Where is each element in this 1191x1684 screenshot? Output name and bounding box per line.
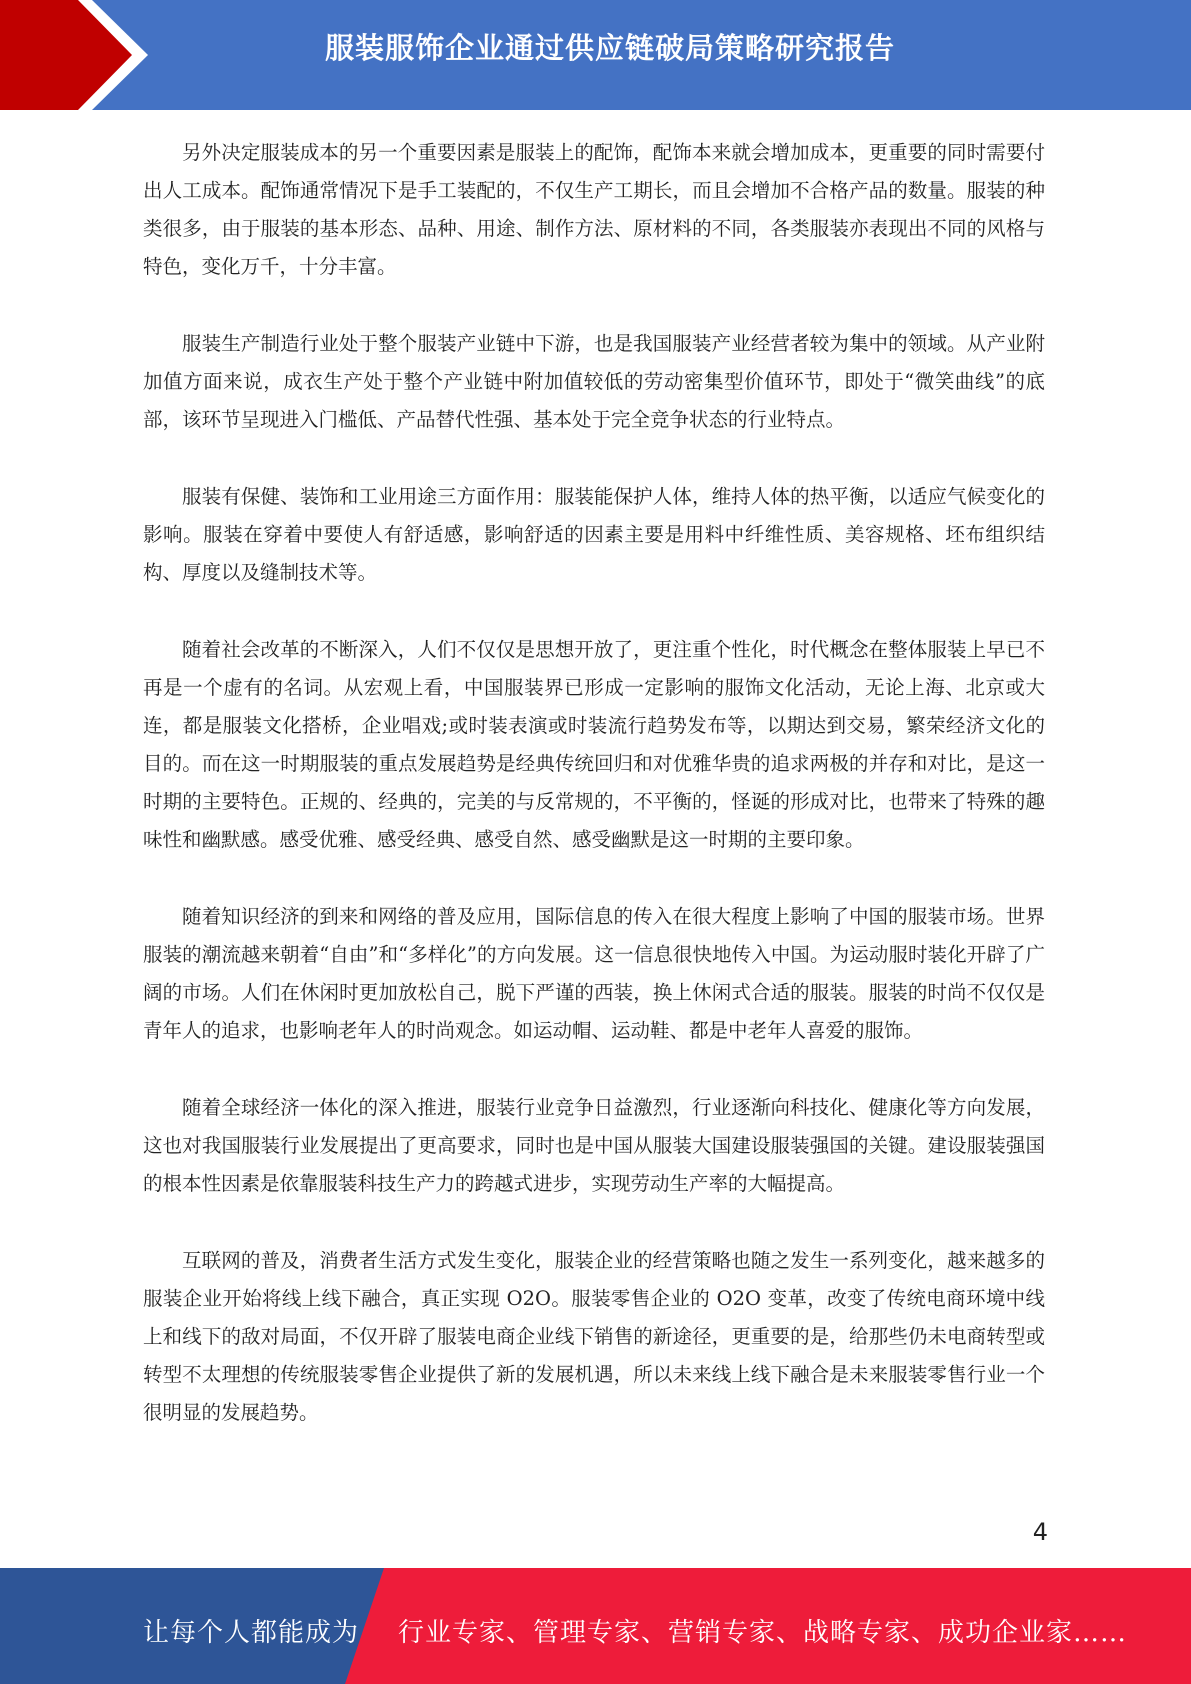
paragraph: 随着全球经济一体化的深入推进，服装行业竞争日益激烈，行业逐渐向科技化、健康化等方向发展，这也对我国服装行业发展提出了更高要求，同时也是中国从服装大国建设服装强国的关键。建设服装强国的根本性因素是依靠服装科技生产力的跨越式进步，实现劳动生产率的大幅提高。 [143,1096,1045,1195]
paragraph: 随着社会改革的不断深入，人们不仅仅是思想开放了，更注重个性化，时代概念在整体服装上早已不再是一个虚有的名词。从宏观上看，中国服装界已形成一定影响的服饰文化活动，无论上海、北京或大连，都是服装文化搭桥，企业唱戏;或时装表演或时装流行趋势发布等，以期达到交易，繁荣经济文化的目的。而在这一时期服装的重点发展趋势是经典传统回归和对优雅华贵的追求两极的并存和对比，是这一时期的主要特色。正规的、经典的，完美的与反常规的，不平衡的，怪诞的形成对比，也带来了特殊的趣味性和幽默感。感受优雅、感受经典、感受自然、感受幽默是这一时期的主要印象。 [143,638,1045,851]
page-footer [0,1568,1191,1684]
paragraph: 另外决定服装成本的另一个重要因素是服装上的配饰，配饰本来就会增加成本，更重要的同时需要付出人工成本。配饰通常情况下是手工装配的，不仅生产工期长，而且会增加不合格产品的数量。服装的种类很多，由于服装的基本形态、品种、用途、制作方法、原材料的不同，各类服装亦表现出不同的风格与特色，变化万千，十分丰富。 [143,141,1045,278]
paragraph: 互联网的普及，消费者生活方式发生变化，服装企业的经营策略也随之发生一系列变化，越来越多的服装企业开始将线上线下融合，真正实现 O2O。服装零售企业的 O2O 变革，改变了传统电商环境中线上和线下的敌对局面，不仅开辟了服装电商企业线下销售的新途径，更重要的是，给那些仍未电商转型或转型不太理想的传统服装零售企业提供了新的发展机遇，所以未来线上线下融合是未来服装零售行业一个很明显的发展趋势。 [143,1249,1045,1424]
footer-slogan-right: 行业专家、管理专家、营销专家、战略专家、成功企业家…… [398,1618,1128,1648]
report-title: 服装服饰企业通过供应链破局策略研究报告 [324,31,895,65]
paragraph: 服装有保健、装饰和工业用途三方面作用：服装能保护人体，维持人体的热平衡，以适应气候变化的影响。服装在穿着中要使人有舒适感，影响舒适的因素主要是用料中纤维性质、美容规格、坯布组织结构、厚度以及缝制技术等。 [143,485,1045,584]
paragraph: 服装生产制造行业处于整个服装产业链中下游，也是我国服装产业经营者较为集中的领域。从产业附加值方面来说，成衣生产处于整个产业链中附加值较低的劳动密集型价值环节，即处于“微笑曲线”的底部，该环节呈现进入门槛低、产品替代性强、基本处于完全竞争状态的行业特点。 [143,332,1045,431]
paragraph: 随着知识经济的到来和网络的普及应用，国际信息的传入在很大程度上影响了中国的服装市场。世界服装的潮流越来朝着“自由”和“多样化”的方向发展。这一信息很快地传入中国。为运动服时装化开辟了广阔的市场。人们在休闲时更加放松自己，脱下严谨的西装，换上休闲式合适的服装。服装的时尚不仅仅是青年人的追求，也影响老年人的时尚观念。如运动帽、运动鞋、都是中老年人喜爱的服饰。 [143,905,1045,1042]
footer-slogan-left: 让每个人都能成为 [143,1618,360,1648]
page-number: 4 [1032,1518,1048,1546]
report-body [143,134,1045,1471]
page-header [0,0,1191,110]
